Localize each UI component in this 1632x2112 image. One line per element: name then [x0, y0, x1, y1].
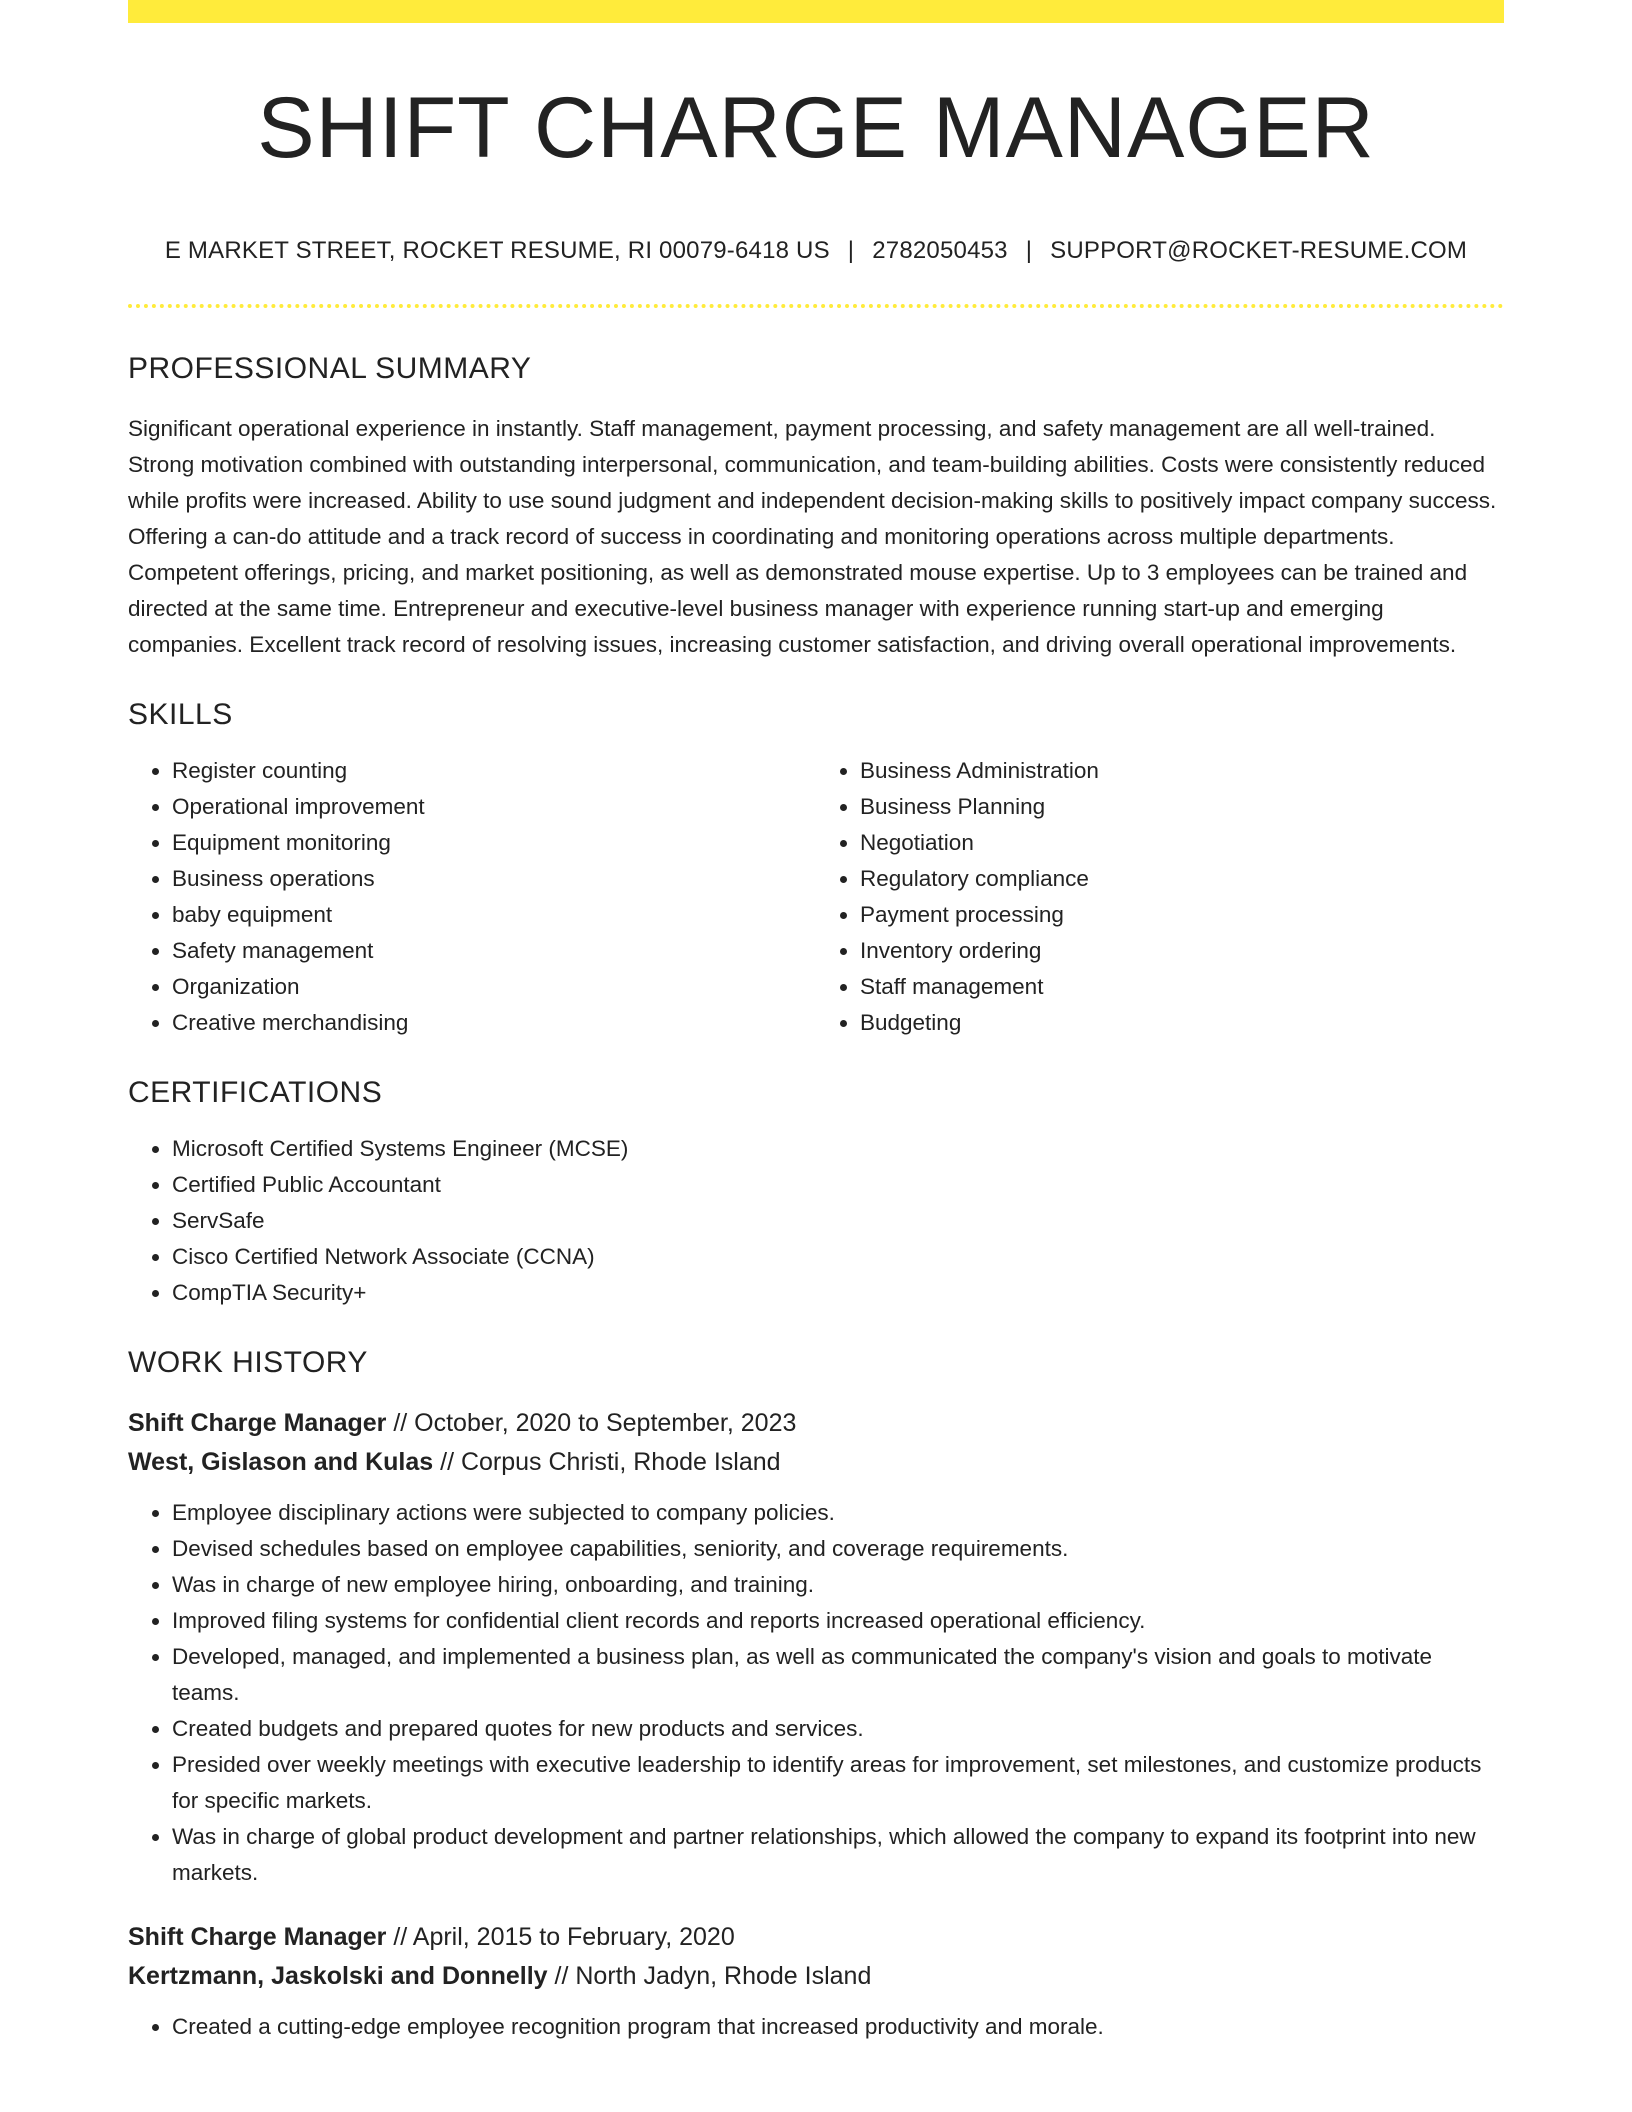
job-title-line [128, 1918, 1504, 1957]
skill-item: • Staff management [860, 969, 1504, 1005]
summary-heading: PROFESSIONAL SUMMARY [128, 352, 532, 385]
header-divider [128, 304, 1504, 308]
skill-item: • Equipment monitoring [172, 825, 816, 861]
skill-item: • Payment processing [860, 897, 1504, 933]
job-bullet: • Created a cutting-edge employee recognition program that increased productivity and morale. [172, 2009, 1504, 2045]
contact-email: SUPPORT@ROCKET-RESUME.COM [1050, 237, 1468, 264]
skill-item: • Business Administration [860, 753, 1504, 789]
skill-item: • Register counting [172, 753, 816, 789]
skill-item: • Organization [172, 969, 816, 1005]
certification-item: • Microsoft Certified Systems Engineer (MCSE) [172, 1131, 1504, 1167]
skill-item: • Safety management [172, 933, 816, 969]
certification-item: • CompTIA Security+ [172, 1275, 1504, 1311]
job-company-line [128, 1957, 1504, 1996]
certification-item: • Cisco Certified Network Associate (CCNA) [172, 1239, 1504, 1275]
contact-separator: | [847, 237, 855, 264]
job-bullet: • Employee disciplinary actions were subjected to company policies. [172, 1495, 1504, 1531]
job-location: // North Jadyn, Rhode Island [547, 1962, 872, 1990]
skill-item: • baby equipment [172, 897, 816, 933]
certifications-heading: CERTIFICATIONS [128, 1076, 383, 1109]
skills-list-left [128, 753, 816, 1041]
job-dates: // April, 2015 to February, 2020 [386, 1923, 735, 1951]
job-title: Shift Charge Manager [128, 1923, 387, 1951]
skill-item: • Operational improvement [172, 789, 816, 825]
skill-item: • Budgeting [860, 1005, 1504, 1041]
job-bullet: • Created budgets and prepared quotes for new products and services. [172, 1711, 1504, 1747]
summary-text: Significant operational experience in instantly. Staff management, payment processing, and safety management are all well-trained. Strong motivation combined with outstanding interpersonal, communication, and team-building abilities. Costs were consistently reduced while profits were increased. Ability to use sound judgment and independent decision-making skills to positively impact company success. Offering a can-do attitude and a track record of success in coordinating and monitoring operations across multiple departments. Competent offerings, pricing, and market positioning, as well as demonstrated mouse expertise. Up to 3 employees can be trained and directed at the same time. Entrepreneur and executive-level business manager with experience running start-up and emerging companies. Excellent track record of resolving issues, increasing customer satisfaction, and driving overall operational improvements. [128, 416, 1497, 657]
job-bullet: • Was in charge of new employee hiring, onboarding, and training. [172, 1567, 1504, 1603]
skill-item: • Negotiation [860, 825, 1504, 861]
contact-separator: | [1025, 237, 1033, 264]
job-location: // Corpus Christi, Rhode Island [433, 1448, 781, 1476]
job-title: Shift Charge Manager [128, 1409, 387, 1437]
job-company-line [128, 1443, 1504, 1482]
contact-line [128, 237, 1504, 265]
resume-page [128, 0, 1504, 2045]
skill-item: • Regulatory compliance [860, 861, 1504, 897]
skill-item: • Inventory ordering [860, 933, 1504, 969]
job-bullet: • Developed, managed, and implemented a business plan, as well as communicated the company's vision and goals to motivate teams. [172, 1639, 1504, 1711]
contact-address: E MARKET STREET, ROCKET RESUME, RI 00079-6418 US [164, 237, 830, 264]
skills-heading: SKILLS [128, 698, 233, 731]
certification-item: • ServSafe [172, 1203, 1504, 1239]
job-bullets [128, 1495, 1504, 1891]
work-history-heading: WORK HISTORY [128, 1346, 368, 1379]
job-entry [128, 1404, 1504, 1891]
job-company: Kertzmann, Jaskolski and Donnelly [128, 1962, 548, 1990]
job-bullet: • Was in charge of global product development and partner relationships, which allowed the company to expand its footprint into new markets. [172, 1819, 1504, 1891]
job-bullet: • Presided over weekly meetings with executive leadership to identify areas for improvement, set milestones, and customize products for specific markets. [172, 1747, 1504, 1819]
job-company: West, Gislason and Kulas [128, 1448, 434, 1476]
job-dates: // October, 2020 to September, 2023 [386, 1409, 797, 1437]
contact-phone: 2782050453 [872, 237, 1008, 264]
job-bullet: • Improved filing systems for confidential client records and reports increased operational efficiency. [172, 1603, 1504, 1639]
job-title-line [128, 1404, 1504, 1443]
certifications-list [128, 1131, 1504, 1311]
candidate-name: SHIFT CHARGE MANAGER [257, 80, 1375, 176]
skills-columns [128, 753, 1504, 1041]
skills-list-right [816, 753, 1504, 1041]
skill-item: • Business Planning [860, 789, 1504, 825]
job-bullets [128, 2009, 1504, 2045]
certification-item: • Certified Public Accountant [172, 1167, 1504, 1203]
accent-bar [128, 0, 1504, 23]
skill-item: • Creative merchandising [172, 1005, 816, 1041]
job-entry [128, 1918, 1504, 2045]
job-bullet: • Devised schedules based on employee capabilities, seniority, and coverage requirements. [172, 1531, 1504, 1567]
skill-item: • Business operations [172, 861, 816, 897]
